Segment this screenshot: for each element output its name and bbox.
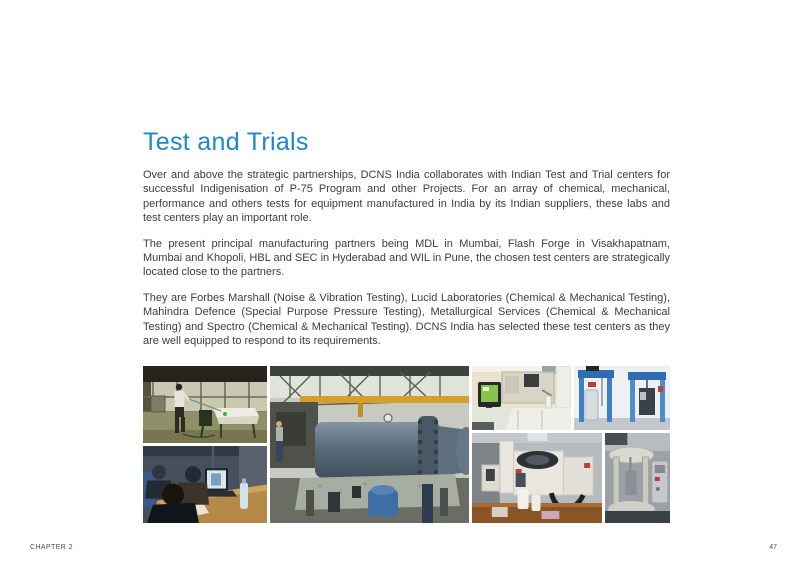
spectrometer-workstation-photo: [472, 366, 571, 430]
collage-right-top-row: [472, 366, 670, 430]
footer-chapter-label: CHAPTER 2: [30, 544, 73, 551]
footer-page-number: 47: [769, 544, 777, 551]
lab-spectrometer-instruments-photo: [472, 433, 602, 523]
page-title: Test and Trials: [143, 128, 309, 156]
body-text: [143, 168, 670, 359]
collage-right-column: [472, 366, 670, 523]
autoclave-pressure-vessel-photo: [270, 366, 469, 523]
blue-test-rigs-photo: [574, 366, 670, 430]
engineers-laptop-review-photo: [143, 446, 267, 523]
collage-right-bottom-row: [472, 433, 670, 523]
paragraph-1: Over and above the strategic partnerships, DCNS India collaborates with Indian Test and Trial centers for successful Indigenisation of P-75 Program and other Projects. For an array of chemical, mechanical, performance and others tests for equipment manufactured in India by its Indian suppliers, these labs and test centers play an important role.: [143, 169, 670, 225]
universal-testing-machine-photo: [605, 433, 670, 523]
noise-vibration-testing-photo: [143, 366, 267, 443]
photo-collage: [143, 366, 670, 523]
collage-left-column: [143, 366, 267, 523]
paragraph-2: The present principal manufacturing partners being MDL in Mumbai, Flash Forge in Visakhapatnam, Mumbai and Khopoli, HBL and SEC in Hyderabad and WIL in Pune, the chosen test centers are strategically located close to the partners.: [143, 237, 670, 279]
paragraph-3: They are Forbes Marshall (Noise & Vibration Testing), Lucid Laboratories (Chemical & Mechanical Testing), Mahindra Defence (Special Purpose Pressure Testing), Metallurgical Services (Chemical & Mechanical Testing) and Spectro (Chemical & Mechanical Testing). DCNS India has selected these test centers as they are well equipped to respond to its requirements.: [143, 291, 670, 348]
